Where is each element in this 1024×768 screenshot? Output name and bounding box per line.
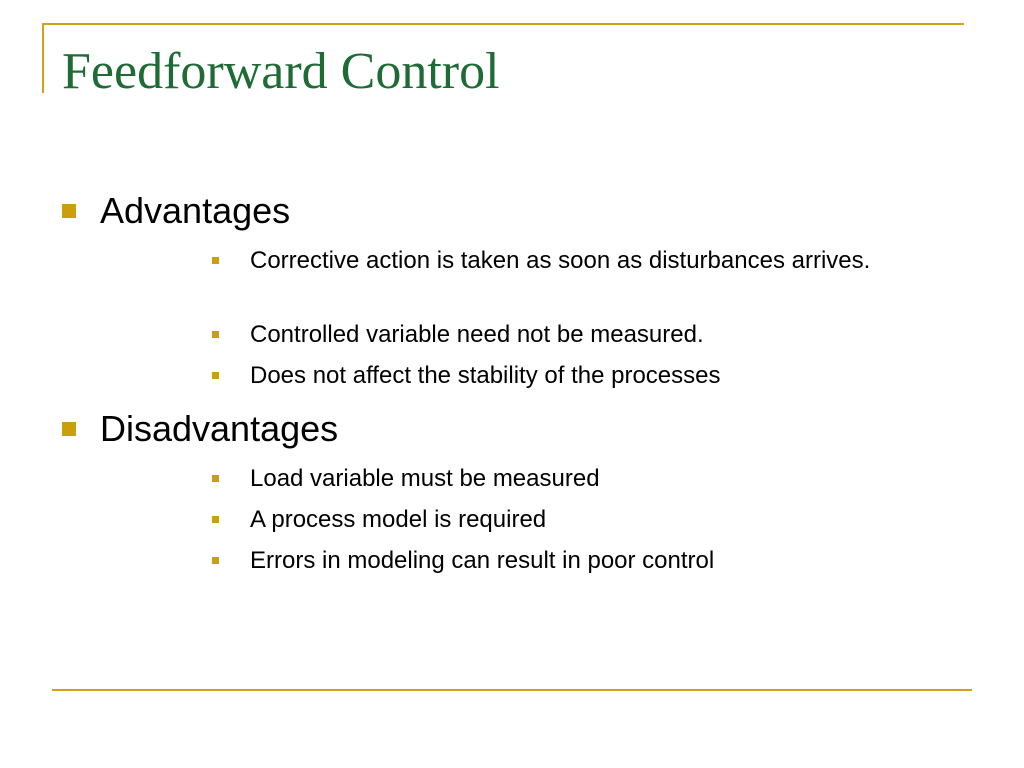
small-square-bullet-icon	[212, 475, 219, 482]
small-square-bullet-icon	[212, 257, 219, 264]
frame-left-line	[42, 23, 44, 93]
slide-title: Feedforward Control	[62, 43, 500, 100]
list-item-label: Does not affect the stability of the processes	[250, 362, 721, 389]
list-item	[212, 318, 912, 351]
small-square-bullet-icon	[212, 331, 219, 338]
frame-bottom-line	[52, 689, 972, 691]
list-item-label: A process model is required	[250, 506, 547, 533]
list-item	[212, 244, 912, 277]
list-item	[212, 462, 912, 495]
small-square-bullet-icon	[212, 516, 219, 523]
list-item	[212, 359, 912, 392]
list-item-label: Load variable must be measured	[250, 465, 600, 492]
list-item	[212, 503, 912, 536]
small-square-bullet-icon	[212, 372, 219, 379]
frame-top-line	[42, 23, 964, 25]
square-bullet-icon	[62, 204, 76, 218]
list-item-label: Errors in modeling can result in poor control	[250, 547, 715, 574]
section-heading-label: Advantages	[100, 190, 291, 231]
list-item-label: Corrective action is taken as soon as disturbances arrives.	[250, 247, 871, 274]
small-square-bullet-icon	[212, 557, 219, 564]
square-bullet-icon	[62, 422, 76, 436]
list-item-label: Controlled variable need not be measured.	[250, 321, 704, 348]
list-item	[212, 544, 912, 577]
section-heading-label: Disadvantages	[100, 408, 339, 449]
